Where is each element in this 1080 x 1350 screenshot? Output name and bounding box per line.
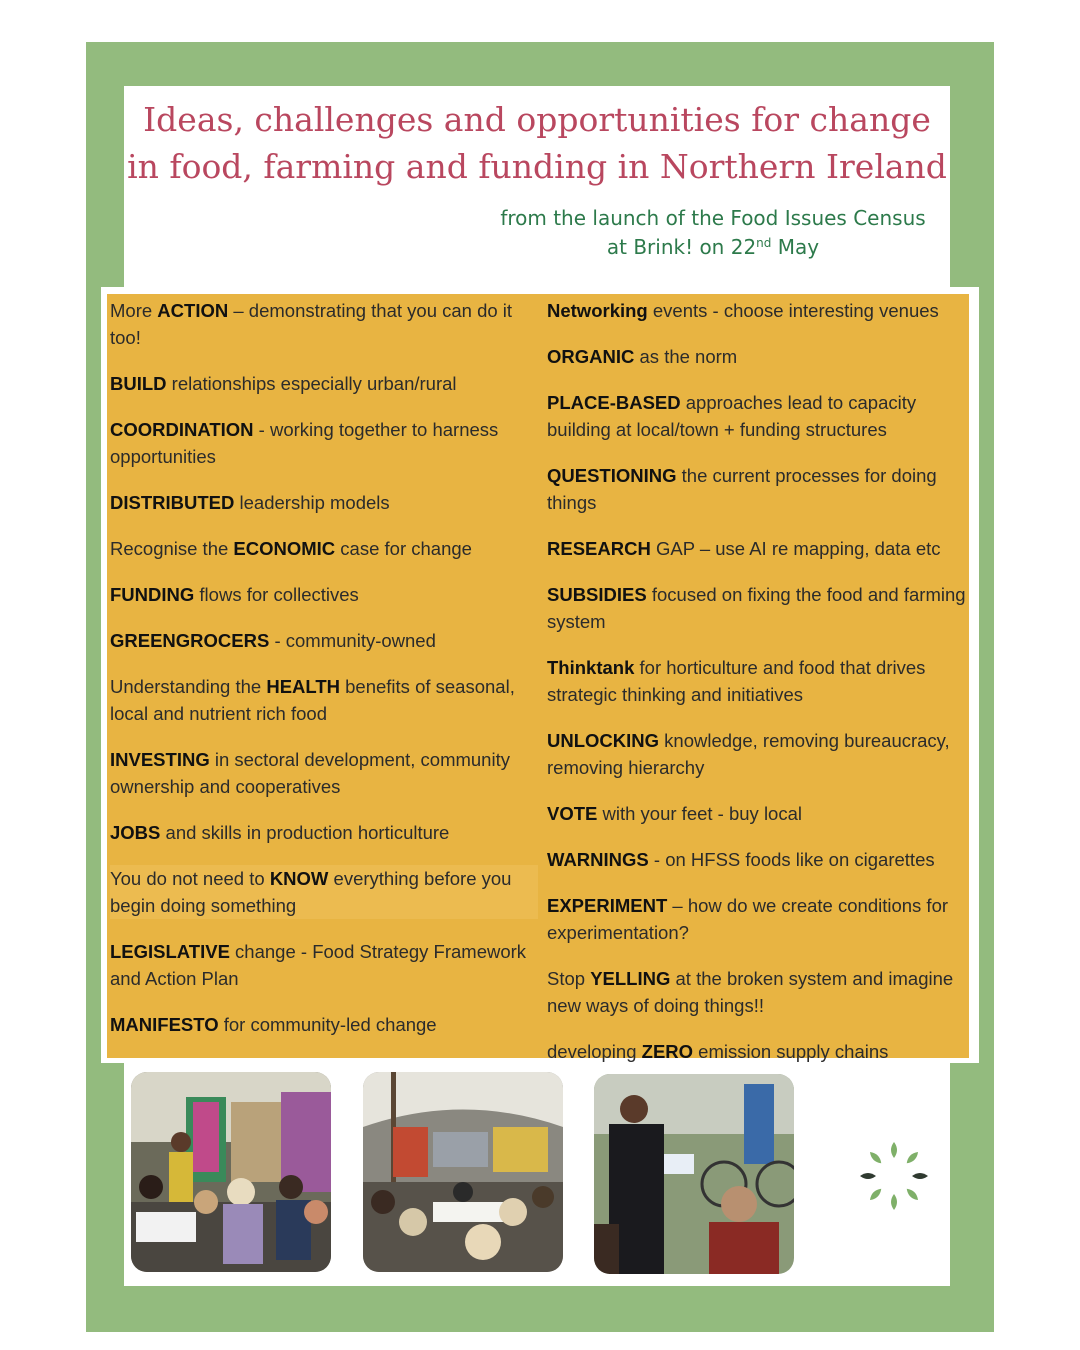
idea-item <box>110 489 538 516</box>
idea-item <box>547 892 967 946</box>
idea-keyword: Networking <box>547 300 648 321</box>
idea-keyword: PLACE-BASED <box>547 392 681 413</box>
idea-prefix: Stop <box>547 968 591 989</box>
idea-text: at the broken system and imagine new ways of doing things!! <box>547 968 954 1016</box>
idea-text: - community-owned <box>269 630 436 651</box>
subtitle-ordinal: nd <box>756 236 772 250</box>
idea-item <box>547 297 967 324</box>
idea-keyword: KNOW <box>269 868 329 889</box>
idea-text: – demonstrating that you can do it too! <box>110 300 513 348</box>
idea-keyword: JOBS <box>110 822 161 843</box>
idea-item <box>110 370 538 397</box>
idea-keyword: Thinktank <box>547 657 635 678</box>
idea-text: GAP – use AI re mapping, data etc <box>650 538 941 559</box>
idea-keyword: ORGANIC <box>547 346 635 367</box>
idea-text: and skills in production horticulture <box>160 822 450 843</box>
idea-keyword: RESEARCH <box>547 538 651 559</box>
idea-keyword: EXPERIMENT <box>547 895 668 916</box>
leaf-wreath-logo-icon <box>856 1138 932 1214</box>
idea-text: - working together to harness opportunities <box>110 419 499 467</box>
idea-text: as the norm <box>634 346 738 367</box>
idea-text: relationships especially urban/rural <box>166 373 457 394</box>
idea-keyword: QUESTIONING <box>547 465 677 486</box>
idea-item <box>110 673 538 727</box>
title-line-1: Ideas, challenges and opportunities for change <box>143 100 931 139</box>
idea-keyword: FUNDING <box>110 584 195 605</box>
title-line-2: in food, farming and funding in Northern Ireland <box>127 147 947 186</box>
idea-item <box>547 727 967 781</box>
idea-keyword: UNLOCKING <box>547 730 660 751</box>
idea-text: - on HFSS foods like on cigarettes <box>648 849 935 870</box>
idea-item <box>110 938 538 992</box>
idea-text: focused on fixing the food and farming system <box>547 584 966 632</box>
idea-keyword: WARNINGS <box>547 849 649 870</box>
idea-item <box>110 865 538 919</box>
idea-item <box>110 819 538 846</box>
idea-item <box>110 746 538 800</box>
subtitle-line-2-after: May <box>771 235 820 259</box>
idea-text: events - choose interesting venues <box>647 300 939 321</box>
idea-prefix: Understanding the <box>110 676 267 697</box>
idea-keyword: DISTRIBUTED <box>110 492 235 513</box>
idea-text: knowledge, removing bureaucracy, removing hierarchy <box>547 730 950 778</box>
idea-prefix: You do not need to <box>110 868 270 889</box>
idea-item <box>110 581 538 608</box>
idea-prefix: More <box>110 300 158 321</box>
idea-text: – how do we create conditions for experimentation? <box>547 895 949 943</box>
idea-keyword: YELLING <box>590 968 671 989</box>
idea-text: flows for collectives <box>194 584 359 605</box>
idea-item <box>547 535 967 562</box>
idea-prefix: developing <box>547 1041 642 1062</box>
idea-keyword: INVESTING <box>110 749 210 770</box>
idea-item <box>547 965 967 1019</box>
idea-item <box>547 800 967 827</box>
idea-item <box>110 1011 538 1038</box>
event-photo-reader <box>594 1074 794 1274</box>
idea-text: in sectoral development, community ownership and cooperatives <box>110 749 510 797</box>
idea-item <box>110 627 538 654</box>
idea-text: emission supply chains <box>693 1041 889 1062</box>
idea-text: leadership models <box>234 492 390 513</box>
idea-text: case for change <box>335 538 472 559</box>
idea-text: with your feet - buy local <box>597 803 802 824</box>
idea-keyword: VOTE <box>547 803 598 824</box>
idea-item <box>547 581 967 635</box>
idea-keyword: COORDINATION <box>110 419 254 440</box>
idea-item <box>547 462 967 516</box>
idea-keyword: MANIFESTO <box>110 1014 219 1035</box>
ideas-column-right <box>547 297 967 1084</box>
subtitle-line-2-before: at Brink! on 22 <box>606 235 757 259</box>
idea-text: the current processes for doing things <box>547 465 937 513</box>
page-title <box>124 96 950 190</box>
event-photo-tent <box>363 1072 563 1272</box>
idea-item <box>110 297 538 351</box>
subtitle-line-1: from the launch of the Food Issues Census <box>500 206 926 230</box>
idea-text: approaches lead to capacity building at local/town + funding structures <box>547 392 917 440</box>
subtitle <box>440 204 986 262</box>
idea-keyword: HEALTH <box>266 676 340 697</box>
idea-keyword: BUILD <box>110 373 167 394</box>
idea-item <box>547 846 967 873</box>
idea-keyword: SUBSIDIES <box>547 584 647 605</box>
idea-keyword: GREENGROCERS <box>110 630 270 651</box>
idea-prefix: Recognise the <box>110 538 234 559</box>
idea-keyword: LEGISLATIVE <box>110 941 230 962</box>
ideas-column-left <box>110 297 538 1057</box>
idea-item <box>547 654 967 708</box>
idea-text: everything before you begin doing something <box>110 868 512 916</box>
idea-text: for community-led change <box>218 1014 437 1035</box>
idea-item <box>547 343 967 370</box>
idea-text: benefits of seasonal, local and nutrient rich food <box>110 676 515 724</box>
idea-keyword: ECONOMIC <box>233 538 336 559</box>
idea-keyword: ACTION <box>157 300 229 321</box>
idea-item <box>547 389 967 443</box>
idea-item <box>547 1038 967 1065</box>
idea-item <box>110 535 538 562</box>
idea-keyword: ZERO <box>641 1041 694 1062</box>
idea-item <box>110 416 538 470</box>
idea-text: for horticulture and food that drives strategic thinking and initiatives <box>547 657 926 705</box>
event-photo-speaker <box>131 1072 331 1272</box>
idea-text: change - Food Strategy Framework and Action Plan <box>110 941 527 989</box>
